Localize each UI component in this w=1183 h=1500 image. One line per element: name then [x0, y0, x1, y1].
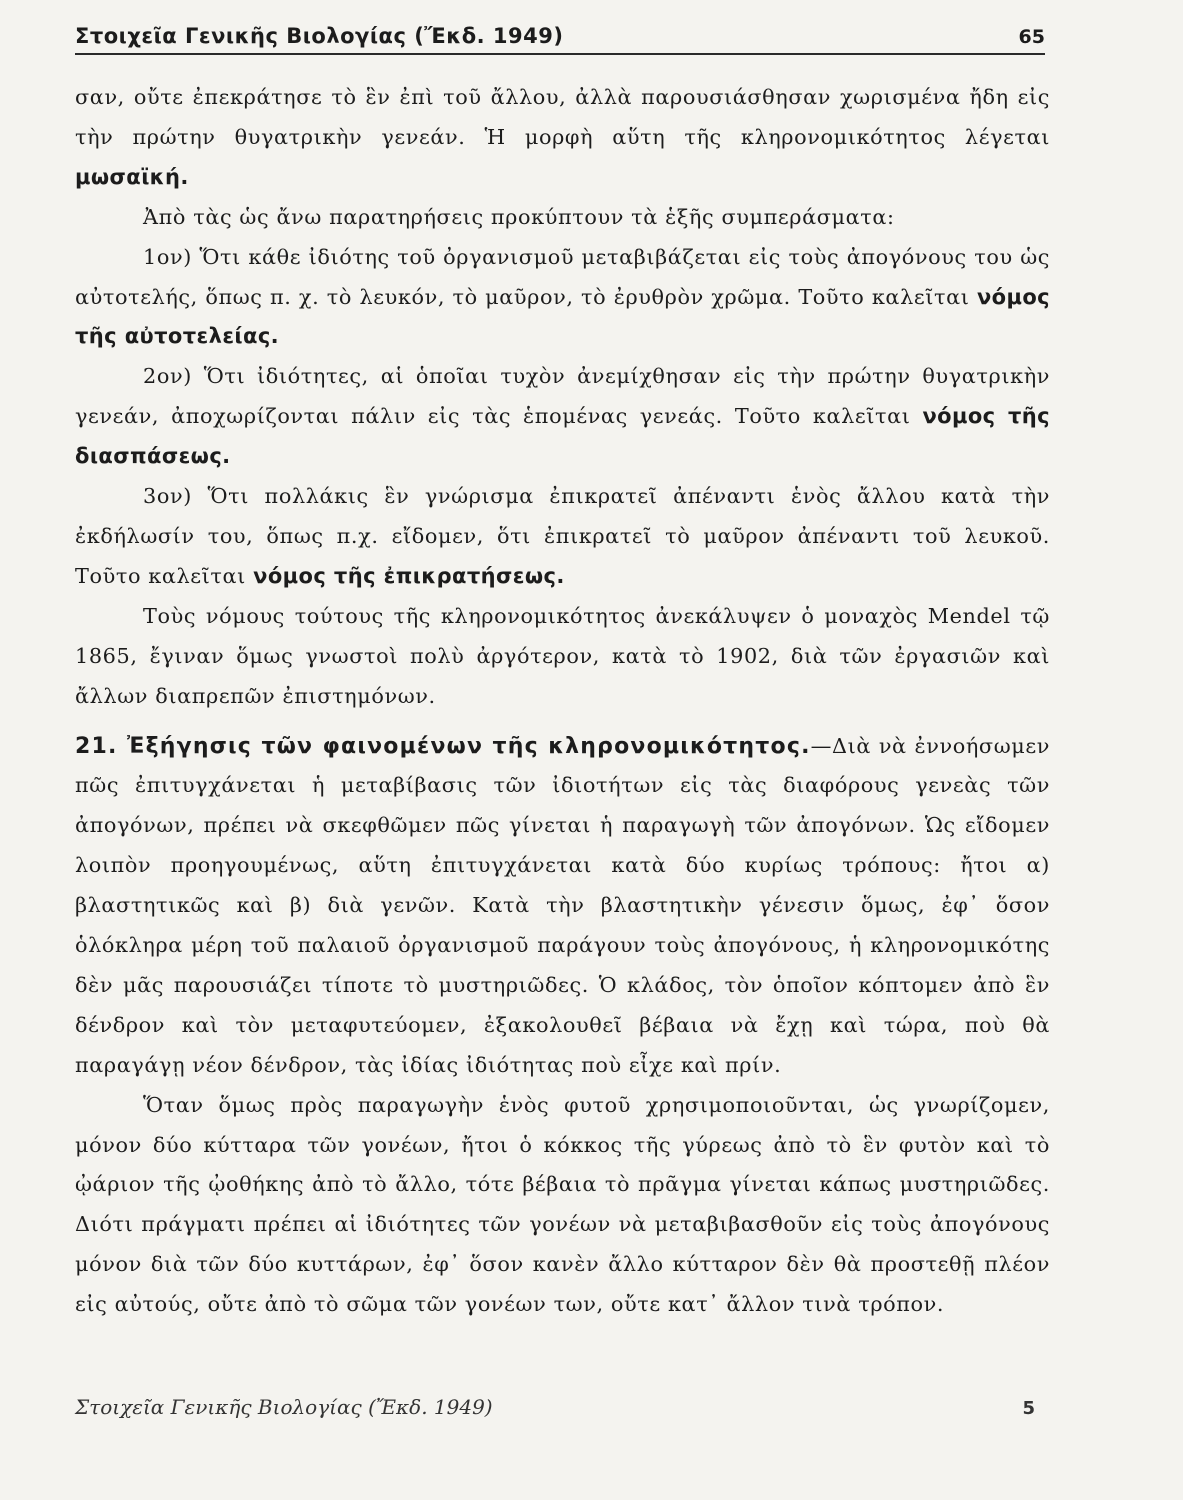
law-of-independence: νόμος τῆς αὐτοτελείας.	[75, 284, 1050, 349]
page-footer	[75, 1395, 1035, 1419]
header-rule	[75, 53, 1045, 55]
running-title: Στοιχεῖα Γενικῆς Βιολογίας (Ἔκδ. 1949)	[75, 24, 564, 48]
paragraph-8-text: Ὅταν ὅμως πρὸς παραγωγὴν ἑνὸς φυτοῦ χρησιμοποιοῦνται, ὡς γνωρίζομεν, μόνον δύο κύτταρα τῶν γονέων, ἤτοι ὁ κόκκος τῆς γύρεως ἀπὸ τὸ ἓν φυτὸν καὶ τὸ ᾠάριον τῆς ᾠοθήκης ἀπὸ τὸ ἄλλο, τότε βέβαια τὸ πρᾶγμα γίνεται κάπως μυστηριῶδες. Διότι πράγματι πρέπει αἱ ἰδιότητες τῶν γονέων νὰ μεταβιβασθοῦν εἰς τοὺς ἀπογόνους μόνον διὰ τῶν δύο κυττάρων, ἐφ᾽ ὅσον κανὲν ἄλλο κύτταρον δὲν θὰ προστεθῇ πλέον εἰς αὐτούς, οὔτε ἀπὸ τὸ σῶμα τῶν γονέων των, οὔτε κατ᾽ ἄλλον τινὰ τρόπον.	[75, 1092, 1050, 1317]
mosaic-term: μωσαϊκή.	[75, 164, 189, 189]
paragraph-3-text: 1ον) Ὅτι κάθε ἰδιότης τοῦ ὀργανισμοῦ μεταβιβάζεται εἰς τοὺς ἀπογόνους του ὡς αὐτοτελής, ὅπως π. χ. τὸ λευκόν, τὸ μαῦρον, τὸ ἐρυθρὸν χρῶμα. Τοῦτο καλεῖται	[75, 244, 1050, 309]
section-title: 21. Ἐξήγησις τῶν φαινομένων τῆς κληρονομικότητος.	[75, 733, 811, 759]
paragraph-2-text: Ἀπὸ τὰς ὡς ἄνω παρατηρήσεις προκύπτουν τὰ ἑξῆς συμπεράσματα:	[143, 204, 895, 229]
paragraph-2	[75, 198, 1050, 238]
paragraph-5	[75, 477, 1050, 597]
law-of-segregation: νόμος τῆς διασπάσεως.	[75, 404, 1050, 469]
paragraph-5-text: 3ον) Ὅτι πολλάκις ἓν γνώρισμα ἐπικρατεῖ ἀπέναντι ἑνὸς ἄλλου κατὰ τὴν ἐκδήλωσίν του, ὅπως π.χ. εἴδομεν, ὅτι ἐπικρατεῖ τὸ μαῦρον ἀπέναντι τοῦ λευκοῦ. Τοῦτο καλεῖται	[75, 484, 1050, 588]
paragraph-1	[75, 78, 1050, 198]
section-21	[75, 727, 1050, 1086]
page-header	[75, 12, 1045, 48]
law-of-dominance: νόμος τῆς ἐπικρατήσεως.	[253, 563, 565, 588]
paragraph-6	[75, 597, 1050, 717]
paragraph-6-text: Τοὺς νόμους τούτους τῆς κληρονομικότητος ἀνεκάλυψεν ὁ μοναχὸς Mendel τῷ 1865, ἔγιναν ὅμως γνωστοὶ πολὺ ἀργότερον, κατὰ τὸ 1902, διὰ τῶν ἐργασιῶν καὶ ἄλλων διαπρεπῶν ἐπιστημόνων.	[75, 603, 1050, 708]
signature-mark: 5	[1022, 1398, 1035, 1419]
footer-book-title: Στοιχεῖα Γενικῆς Βιολογίας (Ἔκδ. 1949)	[75, 1395, 493, 1419]
paragraph-4-text: 2ον) Ὅτι ἰδιότητες, αἱ ὁποῖαι τυχὸν ἀνεμίχθησαν εἰς τὴν πρώτην θυγατρικὴν γενεάν, ἀποχωρίζονται πάλιν εἰς τὰς ἑπομένας γενεάς. Τοῦτο καλεῖται	[75, 364, 1050, 429]
paragraph-8	[75, 1086, 1050, 1325]
paragraph-7-text: —Διὰ νὰ ἐννοήσωμεν πῶς ἐπιτυγχάνεται ἡ μεταβίβασις τῶν ἰδιοτήτων εἰς τὰς διαφόρους γενεὰς τῶν ἀπογόνων, πρέπει νὰ σκεφθῶμεν πῶς γίνεται ἡ παραγωγὴ τῶν ἀπογόνων. Ὡς εἴδομεν λοιπὸν προηγουμένως, αὕτη ἐπιτυγχάνεται κατὰ δύο κυρίως τρόπους: ἤτοι α) βλαστητικῶς καὶ β) διὰ γενῶν. Κατὰ τὴν βλαστητικὴν γένεσιν ὅμως, ἐφ᾽ ὅσον ὁλόκληρα μέρη τοῦ παλαιοῦ ὀργανισμοῦ παράγουν τοὺς ἀπογόνους, ἡ κληρονομικότης δὲν μᾶς παρουσιάζει τίποτε τὸ μυστηριῶδες. Ὁ κλάδος, τὸν ὁποῖον κόπτομεν ἀπὸ ἓν δένδρον καὶ τὸν μεταφυτεύομεν, ἐξακολουθεῖ βέβαια νὰ ἔχῃ καὶ τώρα, ποὺ θὰ παραγάγῃ νέον δένδρον, τὰς ἰδίας ἰδιότητας ποὺ εἶχε καὶ πρίν.	[75, 733, 1050, 1077]
body-text	[75, 78, 1050, 1325]
page-number: 65	[1018, 26, 1045, 48]
paragraph-1-text: σαν, οὔτε ἐπεκράτησε τὸ ἓν ἐπὶ τοῦ ἄλλου, ἀλλὰ παρουσιάσθησαν χωρισμένα ἤδη εἰς τὴν πρώτην θυγατρικὴν γενεάν. Ἡ μορφὴ αὕτη τῆς κληρονομικότητος λέγεται	[75, 85, 1050, 149]
paragraph-3	[75, 238, 1050, 358]
paragraph-4	[75, 357, 1050, 477]
